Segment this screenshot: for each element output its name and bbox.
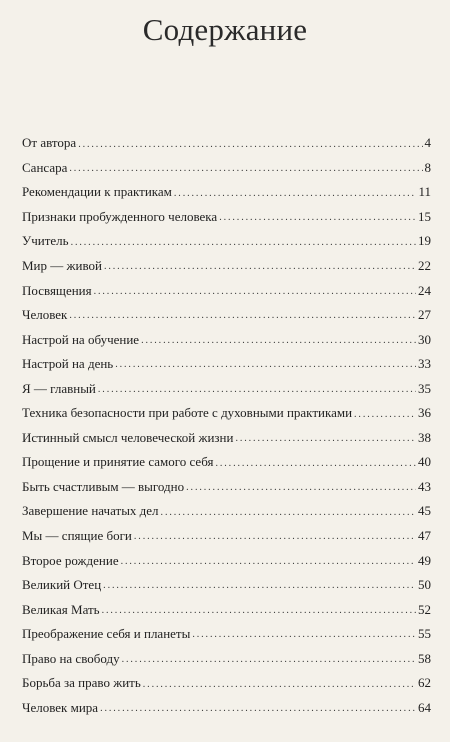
dot-leader (134, 530, 416, 542)
dot-leader (104, 260, 416, 272)
toc-entry-title: Признаки пробужденного человека (22, 208, 218, 224)
dot-leader (161, 506, 416, 518)
toc-page-number: 52 (418, 601, 431, 617)
dot-leader (115, 358, 416, 370)
dot-leader (192, 628, 416, 640)
toc-entry-title: Великий Отец (22, 577, 102, 593)
toc-page-number: 55 (418, 626, 431, 642)
toc-row (22, 224, 431, 249)
toc-page-number: 30 (418, 331, 431, 347)
dot-leader (141, 334, 416, 346)
toc-row (22, 126, 431, 151)
toc-entry-title: Завершение начатых дел (22, 503, 159, 519)
page-title: Содержание (142, 12, 308, 47)
toc-page-number: 49 (418, 552, 431, 568)
toc-entry-title: Борьба за право жить (22, 675, 141, 691)
toc-row (22, 470, 431, 495)
toc-page-number: 27 (418, 307, 431, 323)
toc-row (22, 175, 431, 200)
dot-leader (215, 457, 416, 469)
toc-page-number: 15 (418, 208, 431, 224)
toc-page-number: 11 (418, 184, 431, 200)
toc-page-number: 40 (418, 454, 431, 470)
dot-leader (354, 408, 416, 420)
toc-entry-title: Быть счастливым — выгодно (22, 478, 185, 494)
toc-page-number: 22 (418, 257, 431, 273)
toc-page-number: 38 (418, 429, 431, 445)
dot-leader (78, 138, 422, 150)
toc-page-number: 43 (418, 478, 431, 494)
toc-entry-title: Я — главный (22, 380, 96, 396)
toc-page-number: 33 (418, 356, 431, 372)
toc-row (22, 568, 431, 593)
toc-entry-title: От автора (22, 135, 77, 151)
toc-entry-title: Человек мира (22, 699, 99, 715)
toc-page-number: 64 (418, 699, 431, 715)
toc-entry-title: Прощение и принятие самого себя (22, 454, 214, 470)
toc-page-number: 50 (418, 577, 431, 593)
toc-entry-title: Посвящения (22, 282, 92, 298)
toc-row (22, 592, 431, 617)
toc-entry-title: Учитель (22, 233, 69, 249)
toc-row (22, 200, 431, 225)
toc-page-number: 8 (424, 159, 431, 175)
toc-row (22, 445, 431, 470)
toc-entry-title: Настрой на день (22, 356, 114, 372)
toc-row (22, 691, 431, 716)
toc-page-number: 35 (418, 380, 431, 396)
toc-row (22, 151, 431, 176)
toc-row (22, 396, 431, 421)
toc-page-number: 45 (418, 503, 431, 519)
toc-row (22, 371, 431, 396)
dot-leader (219, 211, 416, 223)
toc-page-number: 24 (418, 282, 431, 298)
toc-entry-title: Техника безопасности при работе с духовными практиками (22, 405, 353, 421)
toc-entry-title: Мир — живой (22, 257, 102, 273)
dot-leader (69, 309, 416, 321)
dot-leader (69, 162, 422, 174)
toc-entry-title: Преображение себя и планеты (22, 626, 191, 642)
toc-row (22, 249, 431, 274)
dot-leader (186, 481, 416, 493)
toc-row (22, 421, 431, 446)
dot-leader (100, 702, 416, 714)
dot-leader (94, 285, 416, 297)
dot-leader (143, 678, 416, 690)
dot-leader (235, 432, 416, 444)
toc-page-number: 58 (418, 650, 431, 666)
dot-leader (122, 653, 416, 665)
toc-page-number: 62 (418, 675, 431, 691)
toc-row (22, 494, 431, 519)
toc-entry-title: Настрой на обучение (22, 331, 140, 347)
toc-row (22, 641, 431, 666)
toc-page-number: 4 (424, 135, 431, 151)
toc-entry-title: Истинный смысл человеческой жизни (22, 429, 234, 445)
dot-leader (71, 236, 416, 248)
toc-row (22, 519, 431, 544)
dot-leader (121, 555, 416, 567)
dot-leader (98, 383, 416, 395)
dot-leader (102, 604, 416, 616)
toc-row (22, 273, 431, 298)
table-of-contents (22, 126, 431, 715)
toc-row (22, 666, 431, 691)
toc-entry-title: Великая Мать (22, 601, 100, 617)
toc-row (22, 322, 431, 347)
toc-entry-title: Сансара (22, 159, 68, 175)
toc-row (22, 543, 431, 568)
toc-entry-title: Право на свободу (22, 650, 120, 666)
toc-page-number: 47 (418, 528, 431, 543)
toc-page-number: 19 (418, 233, 431, 249)
toc-row (22, 347, 431, 372)
toc-page-number: 36 (418, 405, 431, 421)
toc-row (22, 298, 431, 323)
toc-entry-title: Второе рождение (22, 552, 119, 568)
dot-leader (103, 579, 416, 591)
toc-entry-title: Мы — спящие боги (22, 528, 132, 543)
toc-entry-title: Рекомендации к практикам (22, 184, 172, 200)
toc-entry-title: Человек (22, 307, 68, 323)
dot-leader (174, 187, 417, 199)
toc-row (22, 617, 431, 642)
